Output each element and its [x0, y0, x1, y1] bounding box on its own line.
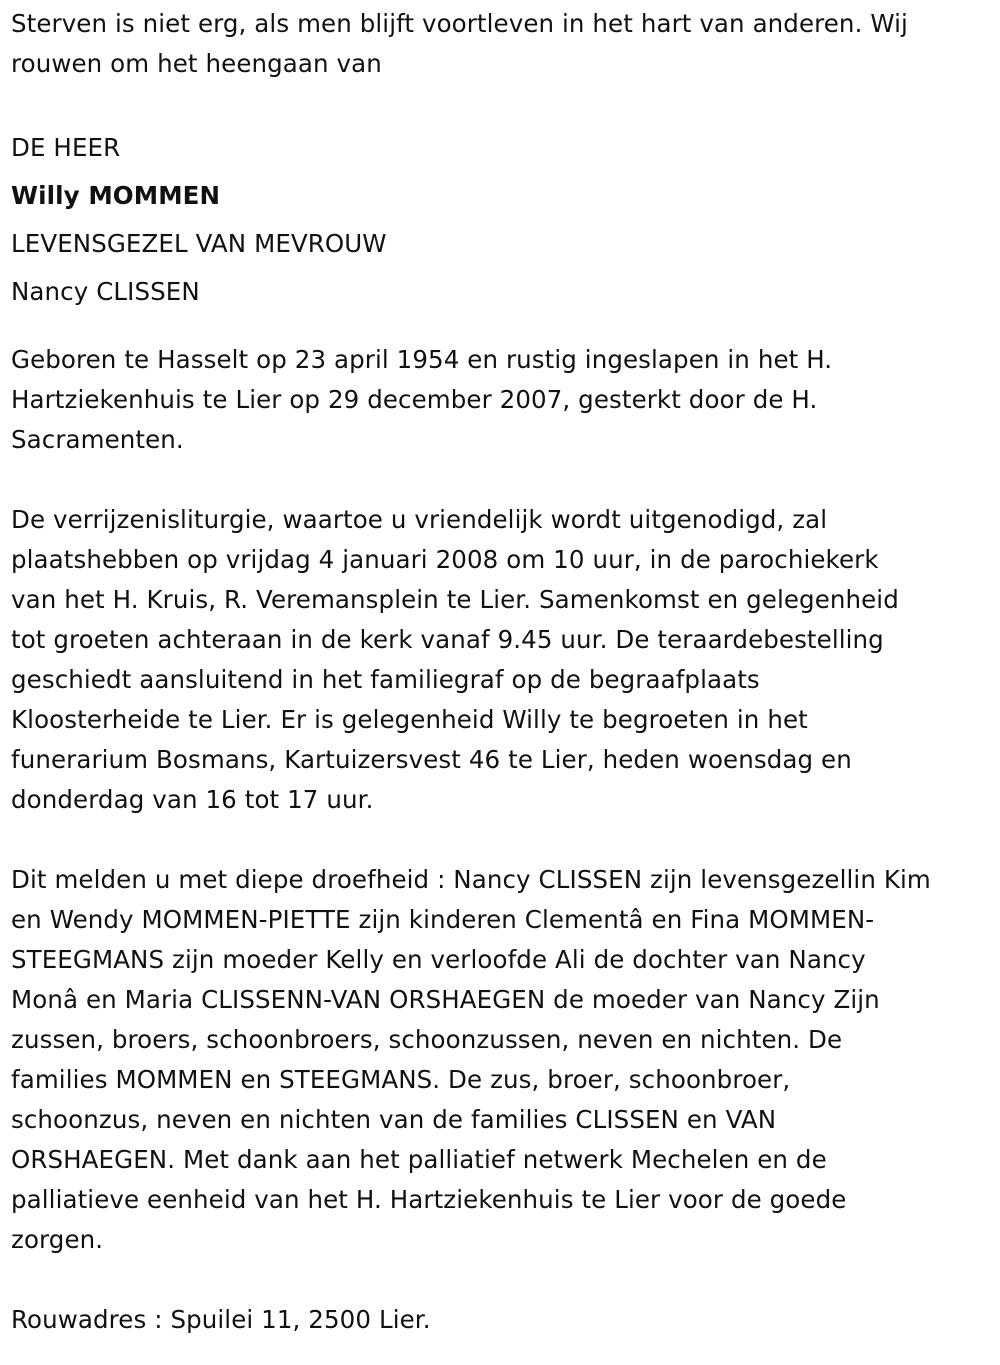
obituary-document [11, 4, 995, 1340]
family-paragraph: Dit melden u met diepe droefheid : Nancy CLISSEN zijn levensgezellin Kim en Wendy MOMMEN-PIETTE zijn kinderen Clementâ en Fina MOMMEN- STEEGMANS zijn moeder Kelly en verloofde Ali de dochter van Nancy Monâ en Maria CLISSENN-VAN ORSHAEGEN de moeder van Nancy Zijn zussen, broers, schoonbroers, schoonzussen, neven en nichten. De families MOMMEN en STEEGMANS. De zus, broer, schoonbroer, schoonzus, neven en nichten van de families CLISSEN en VAN ORSHAEGEN. Met dank aan het palliatief netwerk Mechelen en de palliatieve eenheid van het H. Hartziekenhuis te Lier voor de goede zorgen. [11, 865, 931, 1254]
deceased-name: Willy MOMMEN [11, 181, 221, 210]
relation-line: LEVENSGEZEL VAN MEVROUW [11, 229, 387, 258]
address-line: Rouwadres : Spuilei 11, 2500 Lier. [11, 1305, 431, 1334]
intro-text: Sterven is niet erg, als men blijft voortleven in het hart van anderen. Wij rouwen om het heengaan van [11, 9, 908, 78]
birth-paragraph: Geboren te Hasselt op 23 april 1954 en rustig ingeslapen in het H. Hartziekenhuis te Lier op 29 december 2007, gesterkt door de H. Sacramenten. [11, 345, 833, 454]
ceremony-paragraph: De verrijzenisliturgie, waartoe u vriendelijk wordt uitgenodigd, zal plaatshebben op vrijdag 4 januari 2008 om 10 uur, in de parochiekerk van het H. Kruis, R. Veremansplein te Lier. Samenkomst en gelegenheid tot groeten achteraan in de kerk vanaf 9.45 uur. De teraardebestelling geschiedt aansluitend in het familiegraf op de begraafplaats Kloosterheide te Lier. Er is gelegenheid Willy te begroeten in het funerarium Bosmans, Kartuizersvest 46 te Lier, heden woensdag en donderdag van 16 tot 17 uur. [11, 505, 899, 814]
title-line: DE HEER [11, 133, 121, 162]
partner-name: Nancy CLISSEN [11, 277, 200, 306]
